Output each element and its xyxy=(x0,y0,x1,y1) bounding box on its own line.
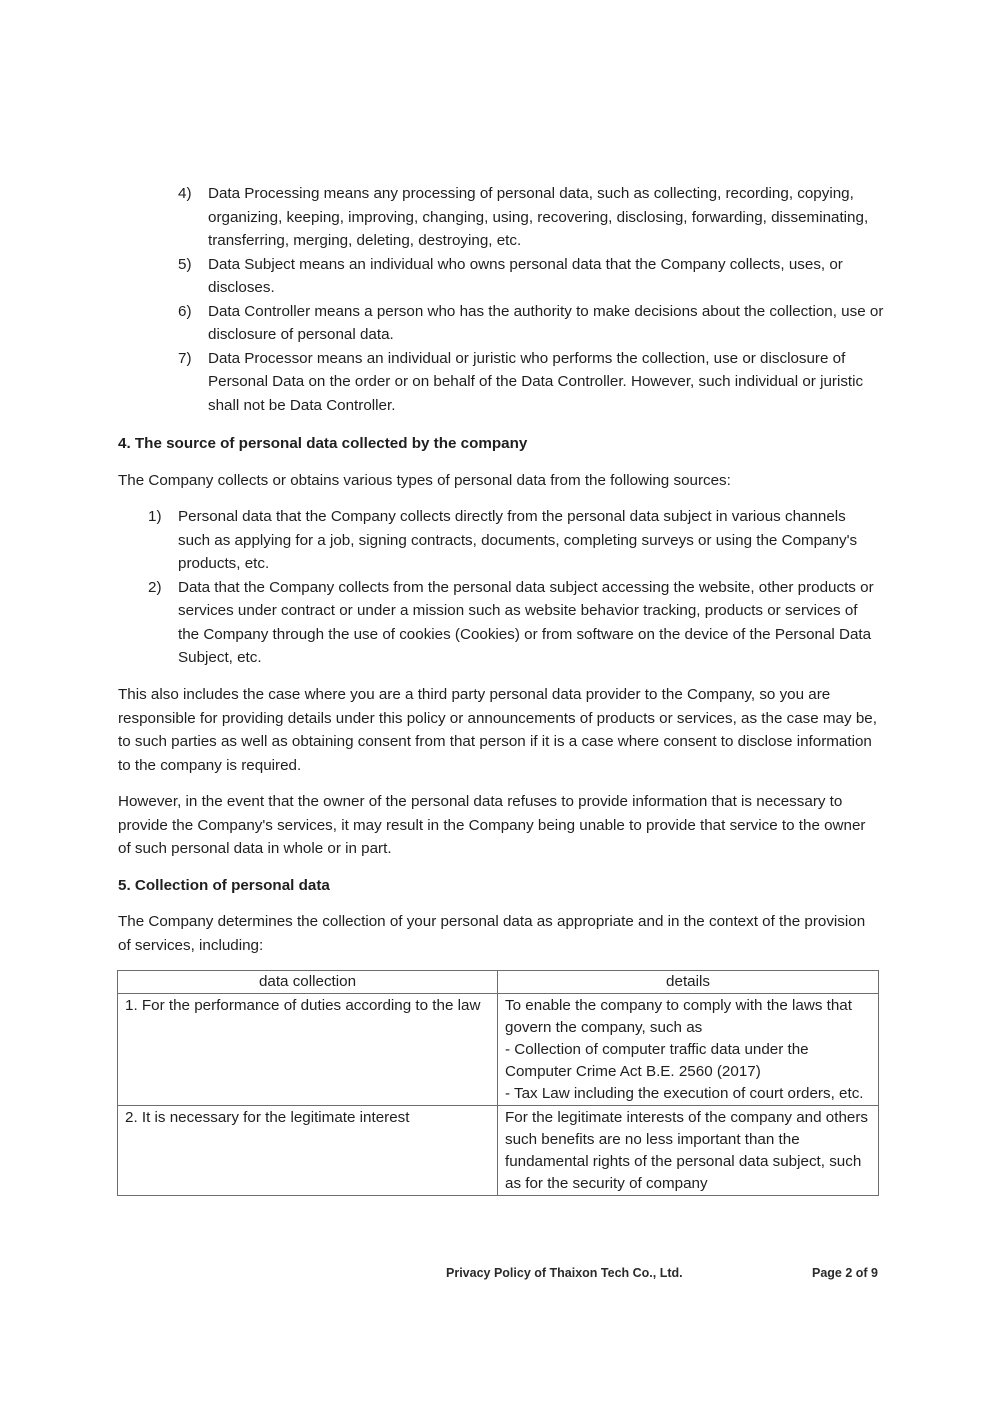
footer-title: Privacy Policy of Thaixon Tech Co., Ltd. xyxy=(446,1266,683,1280)
collection-table xyxy=(117,970,879,1196)
list-text: Data that the Company collects from the personal data subject accessing the website, other products or services under contract or under a mission such as website behavior tracking, products or services of the Company through the use of cookies (Cookies) or from software on the device of the Personal Data Subject, etc. xyxy=(178,578,874,666)
table-header-row xyxy=(118,971,879,994)
list-text: Personal data that the Company collects directly from the personal data subject in various channels such as applying for a job, signing contracts, documents, completing surveys or using the Company's products, etc. xyxy=(178,508,858,572)
page-number: Page 2 of 9 xyxy=(812,1266,878,1280)
cell-line: To enable the company to comply with the laws that govern the company, such as xyxy=(505,997,852,1036)
list-item xyxy=(178,347,888,418)
list-number: 2) xyxy=(148,578,162,596)
definitions-list xyxy=(178,182,888,417)
section-5-intro: The Company determines the collection of your personal data as appropriate and in the context of the provision of services, including: xyxy=(118,913,866,954)
section-4-intro: The Company collects or obtains various types of personal data from the following sources: xyxy=(118,472,731,489)
section-4-paragraph-1: This also includes the case where you are a third party personal data provider to the Company, so you are responsible for providing details under this policy or announcements of products or services, as the case may be, to such parties as well as obtaining consent from that person if it is a case where consent to disclose information to the company is required. xyxy=(118,686,877,774)
list-item xyxy=(178,300,888,347)
table-cell xyxy=(498,994,879,1106)
list-number: 5) xyxy=(178,255,192,273)
cell-line: - Collection of computer traffic data under the Computer Crime Act B.E. 2560 (2017) xyxy=(505,1041,809,1080)
list-text: Data Processing means any processing of personal data, such as collecting, recording, copying, organizing, keeping, improving, changing, using, recovering, disclosing, forwarding, disseminating, transferring, merging, deleting, destroying, etc. xyxy=(208,185,869,249)
table-cell: 2. It is necessary for the legitimate interest xyxy=(118,1106,498,1196)
table-header-cell: details xyxy=(498,971,879,994)
table-header-cell: data collection xyxy=(118,971,498,994)
list-text: Data Subject means an individual who owns personal data that the Company collects, uses, or discloses. xyxy=(208,255,843,296)
table-row xyxy=(118,994,879,1106)
cell-line: For the legitimate interests of the company and others such benefits are no less important than the fundamental rights of the personal data subject, such as for the security of company xyxy=(505,1109,869,1192)
section-4-paragraph-2: However, in the event that the owner of the personal data refuses to provide information that is necessary to provide the Company's services, it may result in the Company being unable to provide that service to the owner of such personal data in whole or in part. xyxy=(118,793,866,857)
table-cell: 1. For the performance of duties according to the law xyxy=(118,994,498,1106)
section-4-heading: 4. The source of personal data collected by the company xyxy=(118,435,528,452)
list-number: 1) xyxy=(148,508,162,525)
table-row xyxy=(118,1106,879,1196)
cell-line: - Tax Law including the execution of court orders, etc. xyxy=(505,1085,864,1102)
list-number: 6) xyxy=(178,302,192,320)
list-item xyxy=(148,505,878,576)
section-5-heading: 5. Collection of personal data xyxy=(118,877,330,894)
list-number: 4) xyxy=(178,185,192,202)
table-cell xyxy=(498,1106,879,1196)
list-text: Data Controller means a person who has the authority to make decisions about the collection, use or disclosure of personal data. xyxy=(208,302,884,343)
sources-list xyxy=(148,505,878,670)
list-item xyxy=(178,182,888,253)
list-number: 7) xyxy=(178,349,192,367)
list-text: Data Processor means an individual or juristic who performs the collection, use or disclosure of Personal Data on the order or on behalf of the Data Controller. However, such individual or juristic shall not be Data Controller. xyxy=(208,349,864,414)
list-item xyxy=(148,576,878,670)
list-item xyxy=(178,253,888,300)
